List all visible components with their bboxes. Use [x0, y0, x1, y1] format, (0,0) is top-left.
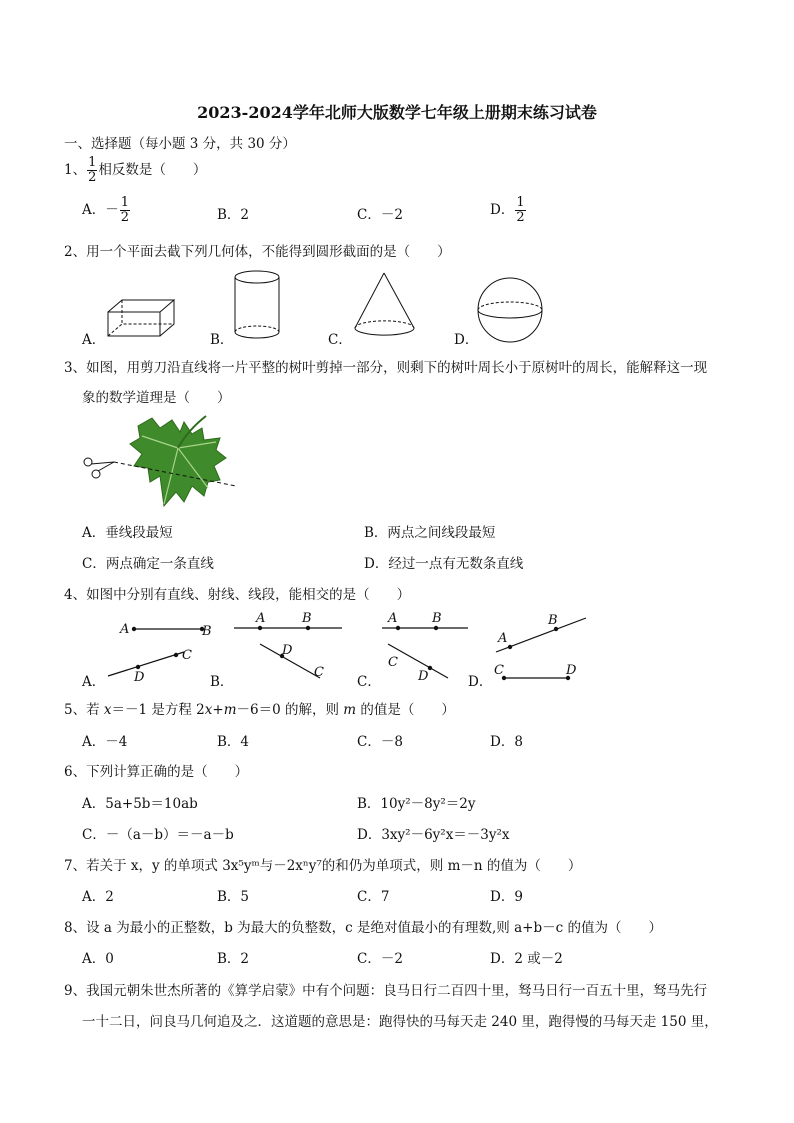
q4c-point-c: C — [388, 655, 398, 670]
q5-var-m: m — [223, 702, 237, 718]
q1-a-num: 1 — [120, 195, 130, 210]
q1-option-d[interactable] — [490, 196, 527, 225]
q1-d-num: 1 — [516, 195, 525, 210]
q7-option-d[interactable]: D．9 — [490, 889, 523, 905]
q5-var-x: x — [103, 702, 112, 718]
q8-option-c[interactable]: C．－2 — [357, 951, 403, 967]
q3-option-c[interactable]: C．两点确定一条直线 — [82, 556, 214, 572]
q1-option-a[interactable] — [82, 196, 131, 225]
q1-number: 1、 — [64, 162, 87, 178]
q4a-point-c: C — [182, 648, 192, 663]
q5-text-3: + — [212, 702, 224, 718]
question-6-stem: 6、下列计算正确的是（ ） — [64, 764, 249, 780]
q5-option-c[interactable]: C．－8 — [357, 734, 403, 750]
q4-option-d[interactable]: D． — [468, 674, 493, 690]
question-9-line2: 一十二日，问良马几何追及之．这道题的意思是：跑得快的马每天走 240 里，跑得慢的马每天走 150 里， — [82, 1014, 718, 1030]
q1-d-label: D． — [490, 202, 515, 218]
q5-text-2: ＝－1 是方程 2 — [111, 702, 205, 718]
question-3-stem-line1: 3、如图，用剪刀沿直线将一片平整的树叶剪掉一部分，则剩下的树叶周长小于原树叶的周长，能解释这一现 — [64, 360, 708, 376]
q4-figure-b — [232, 608, 346, 684]
q6-option-c[interactable]: C．－（a－b）＝－a－b — [82, 827, 234, 843]
q3-option-d[interactable]: D．经过一点有无数条直线 — [364, 556, 524, 572]
q4-option-c[interactable]: C． — [357, 674, 381, 690]
q4-figure-d — [490, 610, 590, 682]
q1-option-c[interactable]: C．－2 — [357, 207, 403, 223]
question-5-stem — [64, 698, 455, 718]
sphere-icon — [476, 276, 544, 344]
q1-a-label: A．－ — [82, 202, 119, 218]
q7-option-a[interactable]: A．2 — [82, 889, 114, 905]
q4d-point-d: D — [566, 663, 577, 678]
q4b-point-d: D — [282, 643, 293, 658]
q4b-point-b: B — [302, 611, 312, 626]
q1-a-fraction — [120, 196, 130, 225]
q8-option-d[interactable]: D．2 或－2 — [490, 951, 563, 967]
question-1-stem — [64, 156, 206, 185]
cylinder-icon — [232, 270, 282, 342]
q1-frac-den: 2 — [88, 170, 97, 185]
question-4-stem: 4、如图中分别有直线、射线、线段，能相交的是（ ） — [64, 587, 411, 603]
cone-icon — [352, 270, 418, 342]
q2-option-d[interactable]: D． — [454, 332, 479, 348]
question-2-stem: 2、用一个平面去截下列几何体，不能得到圆形截面的是（ ） — [64, 244, 451, 260]
q4c-point-b: B — [432, 611, 442, 626]
q4c-point-d: D — [418, 669, 429, 684]
q5-var-x2: x — [204, 702, 213, 718]
q3-option-b[interactable]: B．两点之间线段最短 — [364, 525, 496, 541]
q1-option-b[interactable]: B．2 — [217, 207, 250, 223]
q4-option-a[interactable]: A． — [82, 674, 106, 690]
q4b-point-c: C — [314, 665, 324, 680]
q5-text-1: 5、若 — [64, 702, 104, 718]
q1-fraction — [87, 156, 97, 185]
question-9-line1: 9、我国元朝朱世杰所著的《算学启蒙》中有个问题：良马日行二百四十里，驽马日行一百五十里，驽马先行 — [64, 983, 708, 999]
q1-frac-num: 1 — [88, 155, 97, 170]
q5-text-5: 的值是（ ） — [356, 702, 455, 718]
q4-option-b[interactable]: B． — [210, 674, 234, 690]
leaf-image — [130, 416, 226, 506]
q2-option-b[interactable]: B． — [210, 332, 234, 348]
q7-option-c[interactable]: C．7 — [357, 889, 390, 905]
q5-option-d[interactable]: D．8 — [490, 734, 523, 750]
q2-option-c[interactable]: C． — [328, 332, 352, 348]
q4d-point-a: A — [498, 631, 508, 646]
q1-a-den: 2 — [120, 210, 130, 225]
scissors-icon — [84, 458, 114, 478]
leaf-figure — [80, 410, 240, 510]
q4d-point-c: C — [494, 663, 504, 678]
q5-option-a[interactable]: A．－4 — [82, 734, 128, 750]
q4a-point-d: D — [134, 670, 145, 685]
question-7-stem: 7、若关于 x，y 的单项式 3x⁵yᵐ与－2xⁿy⁷的和仍为单项式，则 m－n 的值为（ ） — [64, 858, 582, 874]
question-3-stem-line2: 象的数学道理是（ ） — [82, 390, 231, 406]
q4-figure-c — [380, 608, 472, 684]
q6-option-d[interactable]: D．3xy²－6y²x＝－3y²x — [357, 827, 510, 843]
q1-d-den: 2 — [516, 210, 525, 225]
q5-var-m2: m — [343, 702, 357, 718]
question-8-stem: 8、设 a 为最小的正整数，b 为最大的负整数，c 是绝对值最小的有理数,则 a+b－c 的值为（ ） — [64, 920, 662, 936]
q4c-point-a: A — [388, 611, 398, 626]
q4b-point-a: A — [256, 611, 266, 626]
q3-option-a[interactable]: A．垂线段最短 — [82, 525, 173, 541]
q2-option-a[interactable]: A． — [82, 332, 106, 348]
q5-option-b[interactable]: B．4 — [217, 734, 250, 750]
q4d-point-b: B — [548, 613, 558, 628]
q4a-point-a: A — [120, 622, 130, 637]
q6-option-a[interactable]: A．5a+5b＝10ab — [82, 796, 198, 812]
q7-option-b[interactable]: B．5 — [217, 889, 250, 905]
exam-title: 2023-2024学年北师大版数学七年级上册期末练习试卷 — [197, 103, 597, 122]
q8-option-a[interactable]: A．0 — [82, 951, 114, 967]
section-heading: 一、选择题（每小题 3 分，共 30 分） — [64, 136, 296, 152]
q5-text-4: －6＝0 的解，则 — [236, 702, 344, 718]
q1-d-fraction — [515, 196, 525, 225]
q1-stem-text: 相反数是（ ） — [98, 162, 207, 178]
q8-option-b[interactable]: B．2 — [217, 951, 250, 967]
cuboid-icon — [106, 296, 176, 340]
q4-figure-a — [104, 612, 214, 684]
q4a-point-b: B — [202, 624, 212, 639]
q6-option-b[interactable]: B．10y²－8y²＝2y — [357, 796, 476, 812]
